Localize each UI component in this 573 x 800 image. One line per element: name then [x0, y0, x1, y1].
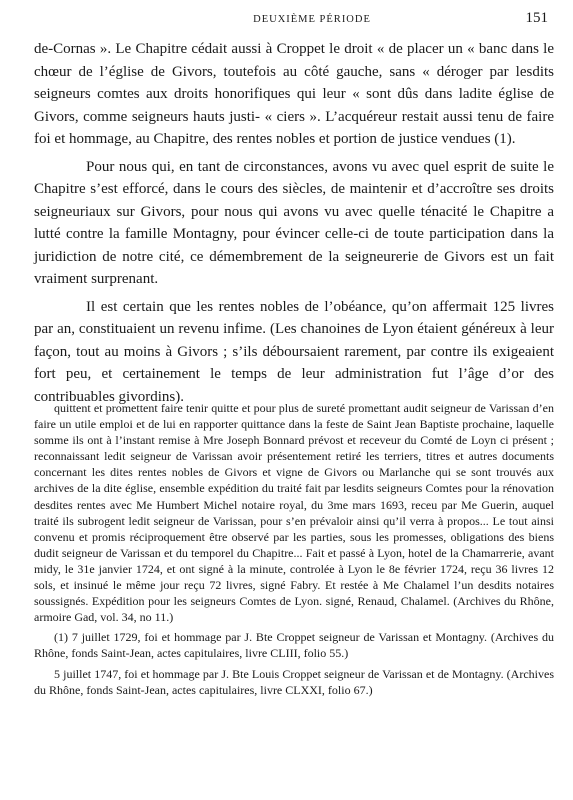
- footnote-continuation: quittent et promettent faire tenir quitte et pour plus de sureté promettant audit seigneur de Varissan d’en faire un utile emploi et de lui en rapporter quittance dans la feste de Saint Jean Baptiste prochaine, laquelle somme ils ont à l’instant remise à Mre Joseph Bonnard prévost et receveur du Comté de Loyn ci présent ; reconnaissant ledit seigneur de Varissan avoir présentement retiré les terriers, titres et autres documents concernant les dites rentes nobles de Givors et vigne de Givors ou Marlanche qui se sont trouvés aux archives de la dite église, ensemble expédition du traité fait par lesdits seigneurs Comtes pour la rénovation desdites rentes avec Me Humbert Michel notaire royal, du 3me mars 1693, receu par Me Guerin, auquel traité ils subrogent ledit seigneur de Varissan, pour s’en prévaloir ainsi qu’il verra à propos... Le tout ainsi convenu et promis réciproquement être observé par les parties, sous les promesses, obligations des biens dudit seigneur de Varissan et du temporel du Chapitre... Fait et passé à Lyon, hotel de la Chamarrerie, avant midy, le 31e janvier 1724, et ont signé à la minute, controlée à Lyon le 8e février 1724, reçu 36 livres 12 sols, et insinué le même jour reçu 72 livres, signé Fabry. Et restée à Me Chalamel l’un desdits notaires soussignés. Expédition pour les seigneurs Comtes de Lyon. signé, Renaud, Chalamel. (Archives du Rhône, armoire Gad, vol. 34, no 11.): [34, 401, 554, 625]
- footnote-1: (1) 7 juillet 1729, foi et hommage par J. Bte Croppet seigneur de Varissan et Montagny. (Archives du Rhône, fonds Saint-Jean, actes capitulaires, livre CLIII, folio 55.): [34, 630, 554, 661]
- footnotes: [34, 400, 554, 698]
- main-text: [34, 38, 554, 408]
- page-number: 151: [525, 10, 548, 26]
- paragraph-3: Il est certain que les rentes nobles de l’obéance, qu’on affermait 125 livres par an, constituaient un revenu infime. (Les chanoines de Lyon étaient généreux à leur façon, tout au moins à Givors ; s’ils déboursaient rarement, par contre ils exigeaient fort peu, et certainement le temps de leur administration fut l’âge d’or des contribuables givordins).: [34, 298, 554, 405]
- paragraph-1: de-Cornas ». Le Chapitre cédait aussi à Croppet le droit « de placer un « banc dans le chœur de l’église de Givors, toutefois au côté gauche, sans « déroger par lesdits seigneurs comtes aux droits honorifiques qui leur « sont dûs dans ladite église de Givors, comme seigneurs hauts justi- « ciers ». L’acquéreur restait aussi tenu de faire foi et hommage, au Chapitre, des rentes nobles et portion de justice vendues (1).: [34, 41, 554, 147]
- paragraph-2: Pour nous qui, en tant de circonstances, avons vu avec quel esprit de suite le Chapitre s’est efforcé, dans le cours des siècles, de maintenir et d’accroître ses droits seigneuriaux sur Givors, pour nous qui avons vu avec quelle ténacité le Chapitre a lutté contre la famille Montagny, pour évincer celle-ci de toute participation dans la juridiction de notre cité, ce démembrement de la seigneurerie de Givors est un fait vraiment surprenant.: [34, 158, 554, 287]
- running-head: DEUXIÈME PÉRIODE: [253, 14, 371, 25]
- page-header: [72, 10, 552, 32]
- footnote-1-continued: 5 juillet 1747, foi et hommage par J. Bte Louis Croppet seigneur de Varissan et de Montagny. (Archives du Rhône, fonds Saint-Jean, actes capitulaires, livre CLXXI, folio 67.): [34, 666, 554, 697]
